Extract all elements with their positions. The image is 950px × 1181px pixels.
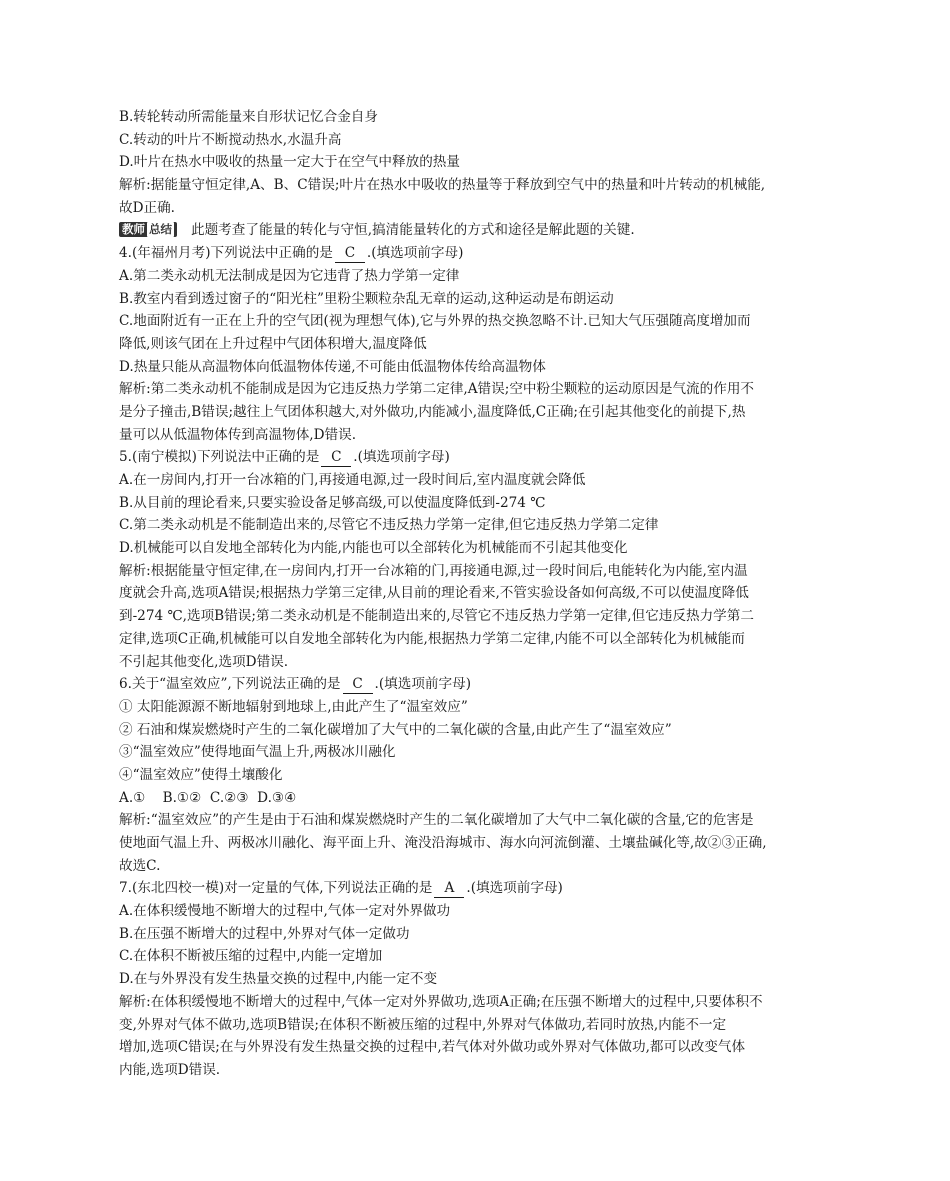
solution-line: 到-274 ℃,选项B错误;第二类永动机是不能制造出来的,尽管它不违反热力学第一定律,但它违反热力学第二 bbox=[119, 608, 754, 625]
solution-line: 故选C. bbox=[119, 857, 161, 874]
summary-text: 此题考查了能量的转化与守恒,搞清能量转化的方式和途径是解此题的关键. bbox=[191, 222, 635, 239]
teacher-summary-badge bbox=[119, 222, 177, 237]
question-7-stem bbox=[119, 877, 839, 900]
solution-line: 度就会升高,选项A错误;根据热力学第三定律,从目前的理论看来,不管实验设备如何高级,不可以使温度降低 bbox=[119, 585, 749, 602]
solution-line: 是分子撞击,B错误;越往上气团体积越大,对外做功,内能减小,温度降低,C正确;在引起其他变化的前提下,热 bbox=[119, 403, 746, 420]
question-5-stem bbox=[119, 446, 839, 469]
question-suffix: .(填选项前字母) bbox=[353, 449, 450, 466]
text-line: 故D正确. bbox=[119, 199, 176, 216]
text-line: B.转轮转动所需能量来自形状记忆合金自身 bbox=[119, 109, 378, 125]
question-text: 4.(年福州月考)下列说法中正确的是 bbox=[119, 245, 333, 262]
option-line: B.教室内看到透过窗子的“阳光柱”里粉尘颗粒杂乱无章的运动,这种运动是布朗运动 bbox=[119, 290, 614, 307]
text-line: 解析:据能量守恒定律,A、B、C错误;叶片在热水中吸收的热量等于释放到空气中的热量和叶片转动的机械能, bbox=[119, 177, 766, 194]
question-text: 6.关于“温室效应”,下列说法正确的是 bbox=[119, 676, 341, 693]
option-line: A.在体积缓慢地不断增大的过程中,气体一定对外界做功 bbox=[119, 903, 451, 920]
option-line: B.在压强不断增大的过程中,外界对气体一定做功 bbox=[119, 925, 410, 942]
option-line: A.① B.①② C.②③ D.③④ bbox=[119, 789, 297, 806]
question-suffix: .(填选项前字母) bbox=[374, 676, 472, 693]
solution-line: 量可以从低温物体传到高温物体,D错误. bbox=[119, 426, 357, 443]
question-suffix: .(填选项前字母) bbox=[466, 880, 563, 897]
statement-line: ② 石油和煤炭燃烧时产生的二氧化碳增加了大气中的二氧化碳的含量,由此产生了“温室效应” bbox=[119, 721, 672, 738]
answer-blank: C bbox=[321, 449, 351, 467]
option-line: C.地面附近有一正在上升的空气团(视为理想气体),它与外界的热交换忽略不计.已知大气压强随高度增加而 bbox=[119, 313, 751, 330]
option-line: 降低,则该气团在上升过程中气团体积增大,温度降低 bbox=[119, 335, 427, 352]
question-text: 7.(东北四校一模)对一定量的气体,下列说法正确的是 bbox=[119, 880, 433, 897]
solution-line: 解析:第二类永动机不能制成是因为它违反热力学第二定律,A错误;空中粉尘颗粒的运动原因是气流的作用不 bbox=[119, 381, 755, 398]
option-line: C.第二类永动机是不能制造出来的,尽管它不违反热力学第一定律,但它违反热力学第二定律 bbox=[119, 517, 659, 534]
teacher-summary-line bbox=[119, 219, 839, 242]
answer-blank: C bbox=[335, 245, 365, 263]
question-6-stem bbox=[119, 673, 839, 696]
document-page bbox=[119, 106, 839, 1082]
badge-part-teacher: 教师 bbox=[122, 222, 145, 237]
question-4-stem bbox=[119, 242, 839, 265]
statement-line: ③“温室效应”使得地面气温上升,两极冰川融化 bbox=[119, 744, 396, 761]
statement-line: ① 太阳能源源不断地辐射到地球上,由此产生了“温室效应” bbox=[119, 698, 468, 715]
option-line: D.热量只能从高温物体向低温物体传递,不可能由低温物体传给高温物体 bbox=[119, 358, 546, 375]
question-text: 5.(南宁模拟)下列说法中正确的是 bbox=[119, 449, 320, 466]
text-line: C.转动的叶片不断搅动热水,水温升高 bbox=[119, 131, 342, 148]
text-line: D.叶片在热水中吸收的热量一定大于在空气中释放的热量 bbox=[119, 154, 460, 171]
answer-blank: C bbox=[343, 676, 373, 694]
answer-blank: A bbox=[434, 880, 464, 898]
solution-line: 解析:“温室效应”的产生是由于石油和煤炭燃烧时产生的二氧化碳增加了大气中二氧化碳的含量,它的危害是 bbox=[119, 812, 754, 829]
option-line: D.在与外界没有发生热量交换的过程中,内能一定不变 bbox=[119, 971, 438, 988]
solution-line: 内能,选项D错误. bbox=[119, 1061, 221, 1078]
solution-line: 解析:在体积缓慢地不断增大的过程中,气体一定对外界做功,选项A正确;在压强不断增大的过程中,只要体积不 bbox=[119, 993, 763, 1010]
solution-line: 变,外界对气体不做功,选项B错误;在体积不断被压缩的过程中,外界对气体做功,若同时放热,内能不一定 bbox=[119, 1016, 727, 1033]
solution-line: 使地面气温上升、两极冰川融化、海平面上升、淹没沿海城市、海水向河流倒灌、土壤盐碱化等,故②③正确, bbox=[119, 835, 767, 851]
option-line: A.在一房间内,打开一台冰箱的门,再接通电源,过一段时间后,室内温度就会降低 bbox=[119, 472, 586, 488]
option-line: B.从目前的理论看来,只要实验设备足够高级,可以使温度降低到-274 ℃ bbox=[119, 494, 546, 511]
solution-line: 不引起其他变化,选项D错误. bbox=[119, 653, 289, 670]
question-suffix: .(填选项前字母) bbox=[366, 245, 464, 262]
solution-line: 解析:根据能量守恒定律,在一房间内,打开一台冰箱的门,再接通电源,过一段时间后,电能转化为内能,室内温 bbox=[119, 562, 748, 579]
option-line: A.第二类永动机无法制成是因为它违背了热力学第一定律 bbox=[119, 267, 460, 284]
option-line: C.在体积不断被压缩的过程中,内能一定增加 bbox=[119, 948, 383, 965]
option-line: D.机械能可以自发地全部转化为内能,内能也可以全部转化为机械能而不引起其他变化 bbox=[119, 540, 628, 557]
statement-line: ④“温室效应”使得土壤酸化 bbox=[119, 766, 283, 783]
solution-line: 增加,选项C错误;在与外界没有发生热量交换的过程中,若气体对外做功或外界对气体做功,都可以改变气体 bbox=[119, 1039, 746, 1056]
badge-part-summary: 总结 bbox=[149, 222, 172, 237]
solution-line: 定律,选项C正确,机械能可以自发地全部转化为内能,根据热力学第二定律,内能不可以全部转化为机械能而 bbox=[119, 630, 745, 647]
